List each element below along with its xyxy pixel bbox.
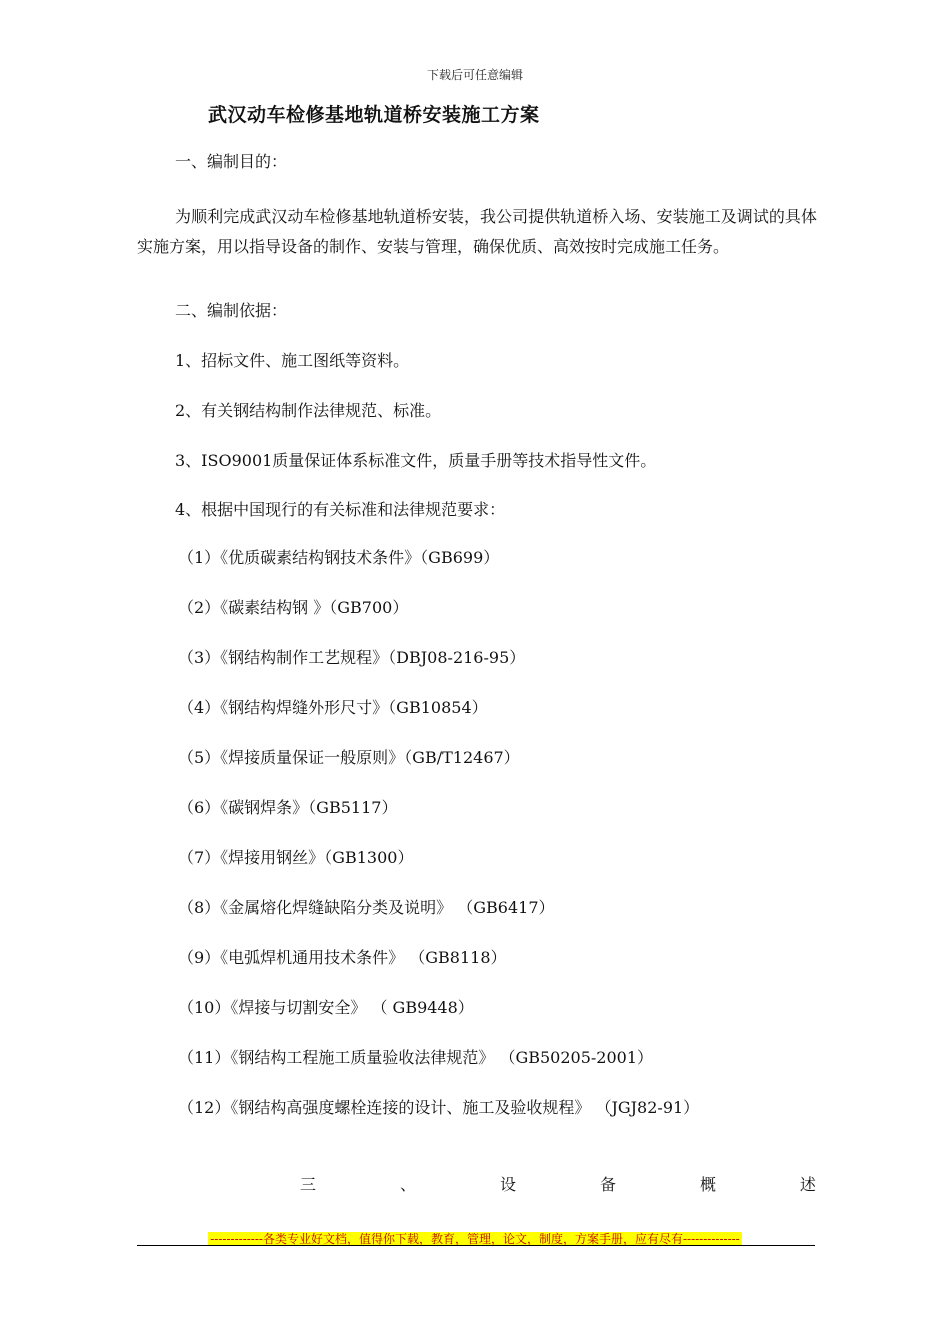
standard-item: （4）《钢结构焊缝外形尺寸》（GB10854） — [178, 698, 488, 717]
standard-item: （1）《优质碳素结构钢技术条件》（GB699） — [178, 548, 500, 567]
standard-item: （6）《碳钢焊条》（GB5117） — [178, 798, 398, 817]
standard-item: （10）《焊接与切割安全》 （ GB9448） — [178, 998, 474, 1017]
standard-item: （9）《电弧焊机通用技术条件》 （GB8118） — [178, 948, 507, 967]
section1-heading: 一、编制目的： — [175, 152, 288, 171]
basis-item-2: 2、有关钢结构制作法律规范、标准。 — [175, 401, 442, 420]
standards-list — [178, 548, 699, 1148]
footer-divider — [137, 1245, 815, 1246]
standard-item: （11）《钢结构工程施工质量验收法律规范》 （GB50205-2001） — [178, 1048, 654, 1067]
section3-char: 备 — [599, 1175, 616, 1194]
footer-note-text: -------------各类专业好文档，值得你下载，教育，管理，论文，制度，方案手册，应有尽有-------------- — [210, 1232, 740, 1246]
section3-char: 概 — [699, 1175, 716, 1194]
basis-item-1: 1、招标文件、施工图纸等资料。 — [175, 351, 410, 370]
section3-char: 设 — [499, 1175, 516, 1194]
document-title: 武汉动车检修基地轨道桥安装施工方案 — [208, 104, 540, 126]
header-note: 下载后可任意编辑 — [426, 68, 523, 82]
standard-item: （8）《金属熔化焊缝缺陷分类及说明》 （GB6417） — [178, 898, 555, 917]
section3-heading — [300, 1172, 816, 1195]
section3-char: 三 — [300, 1175, 317, 1194]
section1-paragraph — [137, 202, 817, 261]
section3-char: 述 — [799, 1175, 816, 1194]
standard-item: （7）《焊接用钢丝》（GB1300） — [178, 848, 414, 867]
basis-item-3: 3、ISO9001质量保证体系标准文件，质量手册等技术指导性文件。 — [175, 451, 657, 470]
standard-item: （5）《焊接质量保证一般原则》（GB/T12467） — [178, 748, 520, 767]
standard-item: （3）《钢结构制作工艺规程》（DBJ08-216-95） — [178, 648, 526, 667]
section1-body: 为顺利完成武汉动车检修基地轨道桥安装，我公司提供轨道桥入场、安装施工及调试的具体实施方案，用以指导设备的制作、安装与管理，确保优质、高效按时完成施工任务。 — [137, 207, 817, 256]
basis-item-4: 4、根据中国现行的有关标准和法律规范要求： — [175, 500, 506, 519]
standard-item: （12）《钢结构高强度螺栓连接的设计、施工及验收规程》 （JGJ82-91） — [178, 1098, 700, 1117]
section2-heading: 二、编制依据： — [175, 301, 288, 320]
section3-char: 、 — [399, 1175, 416, 1194]
standard-item: （2）《碳素结构钢 》（GB700） — [178, 598, 409, 617]
